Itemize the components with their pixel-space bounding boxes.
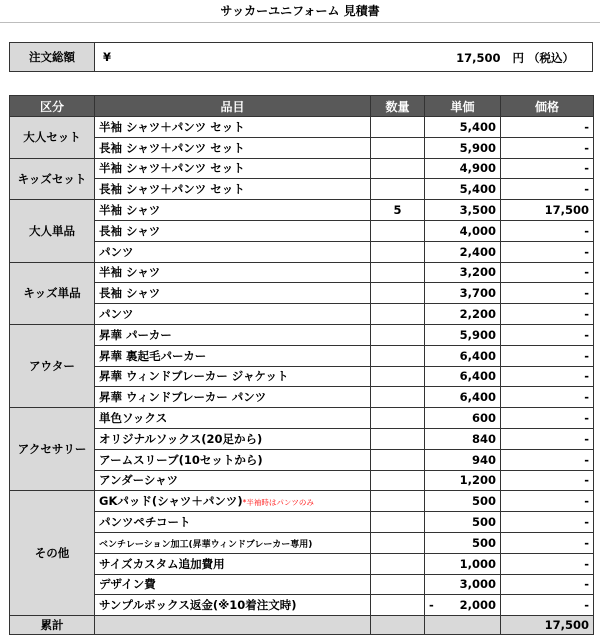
item-cell	[95, 387, 371, 408]
table-row	[10, 241, 594, 262]
item-cell	[95, 408, 371, 429]
category-cell: アウター	[10, 324, 95, 407]
item-note: *半袖時はパンツのみ	[242, 498, 314, 508]
table-row	[10, 408, 594, 429]
category-cell: キッズセット	[10, 158, 95, 200]
page-title: サッカーユニフォーム 見積書	[220, 4, 380, 18]
table-row	[10, 366, 594, 387]
order-total-table	[9, 42, 593, 72]
table-row	[10, 532, 594, 553]
category-cell: アクセサリー	[10, 408, 95, 491]
price-cell: -	[501, 366, 594, 387]
order-total-unit: 円 （税込）	[512, 51, 574, 65]
unit-price-value: 2,000	[459, 598, 496, 613]
price-cell: -	[501, 324, 594, 345]
qty-cell[interactable]	[371, 137, 425, 158]
unit-price-cell: 2,400	[425, 241, 501, 262]
qty-cell[interactable]	[371, 387, 425, 408]
qty-cell[interactable]	[371, 595, 425, 616]
price-cell: -	[501, 428, 594, 449]
item-name: サンプルボックス返金(※10着注文時)	[99, 598, 297, 613]
item-cell	[95, 491, 371, 512]
item-name: パンツ	[99, 244, 134, 259]
qty-cell[interactable]	[371, 283, 425, 304]
category-cell: 大人セット	[10, 117, 95, 159]
qty-cell[interactable]	[371, 179, 425, 200]
qty-cell[interactable]	[371, 428, 425, 449]
item-cell	[95, 532, 371, 553]
qty-cell[interactable]: 5	[371, 200, 425, 221]
price-cell: -	[501, 491, 594, 512]
item-cell	[95, 220, 371, 241]
item-cell	[95, 553, 371, 574]
table-row	[10, 220, 594, 241]
price-cell: -	[501, 408, 594, 429]
unit-price-cell: 940	[425, 449, 501, 470]
item-cell	[95, 449, 371, 470]
table-row	[10, 137, 594, 158]
price-cell: -	[501, 574, 594, 595]
item-cell	[95, 283, 371, 304]
item-name: 昇華 ウィンドブレーカー ジャケット	[99, 369, 289, 384]
unit-price-cell: 1,000	[425, 553, 501, 574]
table-row	[10, 158, 594, 179]
table-row	[10, 345, 594, 366]
estimate-table-body	[10, 117, 594, 616]
price-cell: -	[501, 345, 594, 366]
header-category: 区分	[10, 96, 95, 117]
cumulative-total-value: 17,500	[501, 616, 594, 635]
unit-price-cell: 5,400	[425, 179, 501, 200]
price-cell: -	[501, 532, 594, 553]
table-row	[10, 470, 594, 491]
table-row	[10, 387, 594, 408]
item-cell	[95, 200, 371, 221]
item-cell	[95, 262, 371, 283]
cumulative-blank	[425, 616, 501, 635]
item-name: アンダーシャツ	[99, 473, 179, 488]
item-name: 半袖 シャツ	[99, 265, 161, 280]
unit-price-cell: 5,900	[425, 137, 501, 158]
qty-cell[interactable]	[371, 345, 425, 366]
qty-cell[interactable]	[371, 220, 425, 241]
price-cell: -	[501, 179, 594, 200]
qty-cell[interactable]	[371, 158, 425, 179]
price-cell: -	[501, 304, 594, 325]
qty-cell[interactable]	[371, 491, 425, 512]
item-name: オリジナルソックス(20足から)	[99, 431, 263, 446]
item-cell	[95, 428, 371, 449]
unit-price-cell: 3,200	[425, 262, 501, 283]
item-name: 半袖 シャツ＋パンツ セット	[99, 119, 245, 134]
item-cell	[95, 158, 371, 179]
category-cell: 大人単品	[10, 200, 95, 262]
cumulative-total-label: 累計	[10, 616, 95, 635]
price-cell: -	[501, 470, 594, 491]
qty-cell[interactable]	[371, 408, 425, 429]
qty-cell[interactable]	[371, 304, 425, 325]
item-name: パンツ	[99, 307, 134, 322]
title-divider	[0, 22, 600, 23]
table-row	[10, 304, 594, 325]
price-cell: -	[501, 512, 594, 533]
item-cell	[95, 117, 371, 138]
price-cell: -	[501, 241, 594, 262]
qty-cell[interactable]	[371, 574, 425, 595]
unit-price-cell: 500	[425, 532, 501, 553]
item-name: 長袖 シャツ	[99, 286, 161, 301]
price-cell: -	[501, 449, 594, 470]
category-cell: キッズ単品	[10, 262, 95, 324]
item-cell	[95, 595, 371, 616]
item-name: 長袖 シャツ＋パンツ セット	[99, 140, 245, 155]
table-row	[10, 200, 594, 221]
estimate-table	[9, 95, 594, 635]
unit-price-cell: 3,700	[425, 283, 501, 304]
order-total-value: 17,500	[456, 51, 501, 65]
table-row	[10, 449, 594, 470]
price-cell: -	[501, 158, 594, 179]
header-item: 品目	[95, 96, 371, 117]
table-row	[10, 324, 594, 345]
price-cell: -	[501, 387, 594, 408]
header-qty: 数量	[371, 96, 425, 117]
price-cell: -	[501, 117, 594, 138]
header-unit-price: 単価	[425, 96, 501, 117]
table-row	[10, 512, 594, 533]
cumulative-blank	[371, 616, 425, 635]
item-cell	[95, 324, 371, 345]
qty-cell[interactable]	[371, 324, 425, 345]
item-name: 長袖 シャツ＋パンツ セット	[99, 182, 245, 197]
unit-price-cell: 5,900	[425, 324, 501, 345]
item-cell	[95, 304, 371, 325]
table-row	[10, 553, 594, 574]
item-cell	[95, 345, 371, 366]
item-name: 単色ソックス	[99, 411, 168, 426]
table-header-row	[10, 96, 594, 117]
unit-price-cell: 840	[425, 428, 501, 449]
item-name: 半袖 シャツ	[99, 203, 161, 218]
item-name: パンツペチコート	[99, 515, 191, 530]
item-name: GKパッド(シャツ＋パンツ)	[99, 494, 243, 509]
item-name: ベンチレーション加工(昇華ウィンドブレーカー専用)	[99, 539, 313, 550]
item-name: 半袖 シャツ＋パンツ セット	[99, 161, 245, 176]
cumulative-blank	[95, 616, 371, 635]
unit-price-cell: 600	[425, 408, 501, 429]
price-cell: -	[501, 262, 594, 283]
currency-symbol: ¥	[103, 50, 112, 64]
unit-price-cell: 500	[425, 491, 501, 512]
unit-price-cell: 6,400	[425, 366, 501, 387]
unit-price-cell: 5,400	[425, 117, 501, 138]
unit-price-cell	[425, 595, 501, 616]
table-row	[10, 595, 594, 616]
qty-cell[interactable]	[371, 117, 425, 138]
item-name: 昇華 裏起毛パーカー	[99, 348, 207, 363]
unit-price-cell: 4,000	[425, 220, 501, 241]
price-cell: -	[501, 553, 594, 574]
item-cell	[95, 470, 371, 491]
price-cell: -	[501, 220, 594, 241]
unit-price-cell: 3,500	[425, 200, 501, 221]
qty-cell[interactable]	[371, 512, 425, 533]
order-total-amount	[456, 50, 574, 66]
qty-cell[interactable]	[371, 470, 425, 491]
item-cell	[95, 512, 371, 533]
price-cell: -	[501, 595, 594, 616]
qty-cell[interactable]	[371, 366, 425, 387]
qty-cell[interactable]	[371, 553, 425, 574]
qty-cell[interactable]	[371, 262, 425, 283]
cumulative-total-row	[10, 616, 594, 635]
qty-cell[interactable]	[371, 532, 425, 553]
category-cell: その他	[10, 491, 95, 616]
table-row	[10, 283, 594, 304]
item-name: 昇華 パーカー	[99, 327, 172, 342]
price-cell: -	[501, 137, 594, 158]
table-row	[10, 179, 594, 200]
item-cell	[95, 241, 371, 262]
price-cell: 17,500	[501, 200, 594, 221]
item-name: アームスリーブ(10セットから)	[99, 452, 263, 467]
unit-price-cell: 1,200	[425, 470, 501, 491]
item-cell	[95, 137, 371, 158]
table-row	[10, 428, 594, 449]
table-row	[10, 262, 594, 283]
order-total-label: 注文総額	[10, 43, 95, 72]
qty-cell[interactable]	[371, 241, 425, 262]
item-cell	[95, 179, 371, 200]
table-row	[10, 117, 594, 138]
item-name: 昇華 ウィンドブレーカー パンツ	[99, 390, 267, 405]
unit-price-cell: 4,900	[425, 158, 501, 179]
header-price: 価格	[501, 96, 594, 117]
table-row	[10, 574, 594, 595]
item-cell	[95, 366, 371, 387]
minus-sign: -	[429, 598, 434, 613]
item-name: サイズカスタム追加費用	[99, 556, 225, 571]
unit-price-cell: 3,000	[425, 574, 501, 595]
item-cell	[95, 574, 371, 595]
table-row	[10, 491, 594, 512]
qty-cell[interactable]	[371, 449, 425, 470]
unit-price-cell: 500	[425, 512, 501, 533]
unit-price-cell: 6,400	[425, 387, 501, 408]
unit-price-cell: 6,400	[425, 345, 501, 366]
unit-price-cell: 2,200	[425, 304, 501, 325]
item-name: デザイン費	[99, 577, 156, 592]
price-cell: -	[501, 283, 594, 304]
item-name: 長袖 シャツ	[99, 223, 161, 238]
order-total-cell	[95, 43, 593, 72]
